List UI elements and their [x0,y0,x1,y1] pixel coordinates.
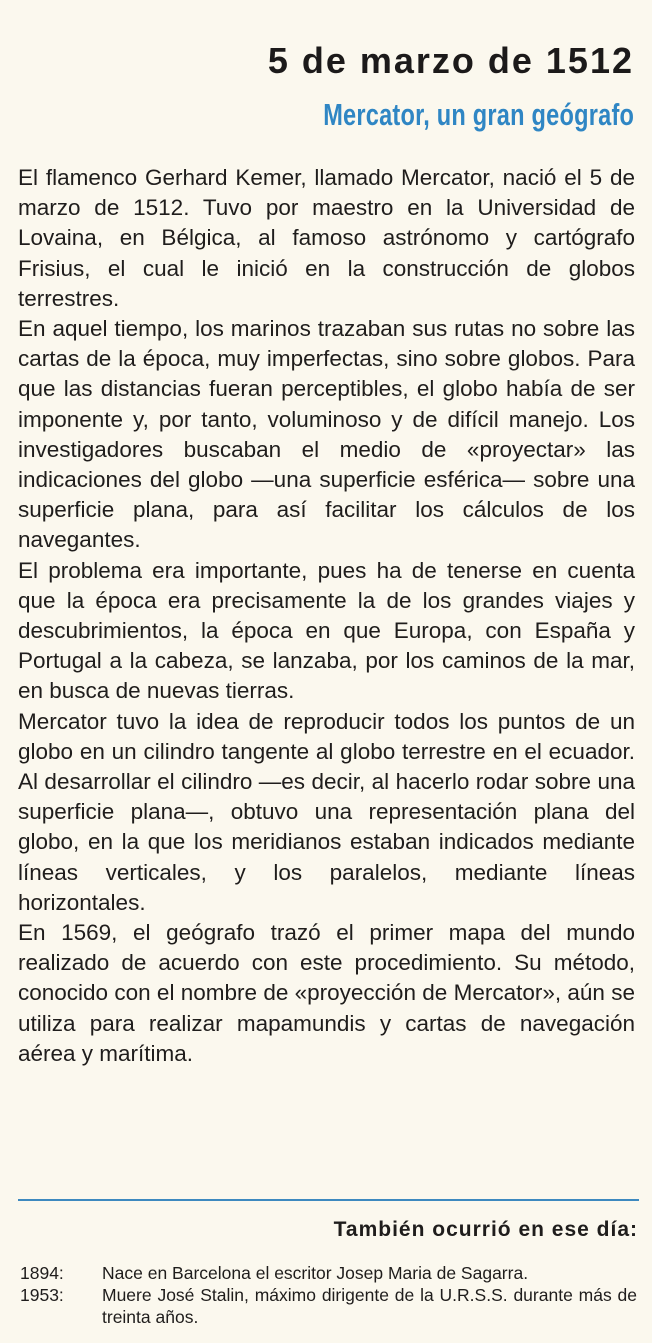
events-list [20,1262,637,1328]
article-body [18,163,635,1069]
paragraph: En aquel tiempo, los marinos trazaban sus rutas no sobre las cartas de la época, muy imperfectas, sino sobre globos. Para que las distancias fueran perceptibles, el globo había de ser imponente y, por tanto, voluminoso y de difícil manejo. Los investigadores buscaban el medio de «proyectar» las indicaciones del globo —una superficie esférica— sobre una superficie plana, para así facilitar los cálculos de los navegantes. [18,316,635,553]
event-text: Nace en Barcelona el escritor Josep Maria de Sagarra. [102,1263,529,1283]
article-subtitle: Mercator, un gran geógrafo [323,97,634,132]
section-divider [18,1199,639,1201]
event-item [20,1284,637,1328]
paragraph: En 1569, el geógrafo trazó el primer mapa del mundo realizado de acuerdo con este procedimiento. Su método, conocido con el nombre de «proyección de Mercator», aún se utiliza para realizar mapamundis y cartas de navegación aérea y marítima. [18,920,635,1066]
event-text: Muere José Stalin, máximo dirigente de la U.R.S.S. durante más de treinta años. [102,1285,637,1327]
paragraph: El problema era importante, pues ha de tenerse en cuenta que la época era precisamente la de los grandes viajes y descubrimientos, la época en que Europa, con España y Portugal a la cabeza, se lanzaba, por los caminos de la mar, en busca de nuevas tierras. [18,557,635,704]
also-happened-heading: También ocurrió en ese día: [333,1218,638,1241]
paragraph: Mercator tuvo la idea de reproducir todos los puntos de un globo en un cilindro tangente al globo terrestre en el ecuador. Al desarrollar el cilindro —es decir, al hacerlo rodar sobre una superficie plana—, obtuvo una representación plana del globo, en la que los meridianos estaban indicados mediante líneas verticales, y los paralelos, mediante líneas horizontales. [18,708,635,915]
date-heading: 5 de marzo de 1512 [267,40,634,81]
event-year: 1894: [20,1263,64,1283]
event-year: 1953: [20,1285,64,1305]
paragraph: El flamenco Gerhard Kemer, llamado Mercator, nació el 5 de marzo de 1512. Tuvo por maestro en la Universidad de Lovaina, en Bélgica, al famoso astrónomo y cartógrafo Frisius, el cual le inició en la construcción de globos terrestres. [18,165,635,311]
event-item [20,1262,637,1284]
